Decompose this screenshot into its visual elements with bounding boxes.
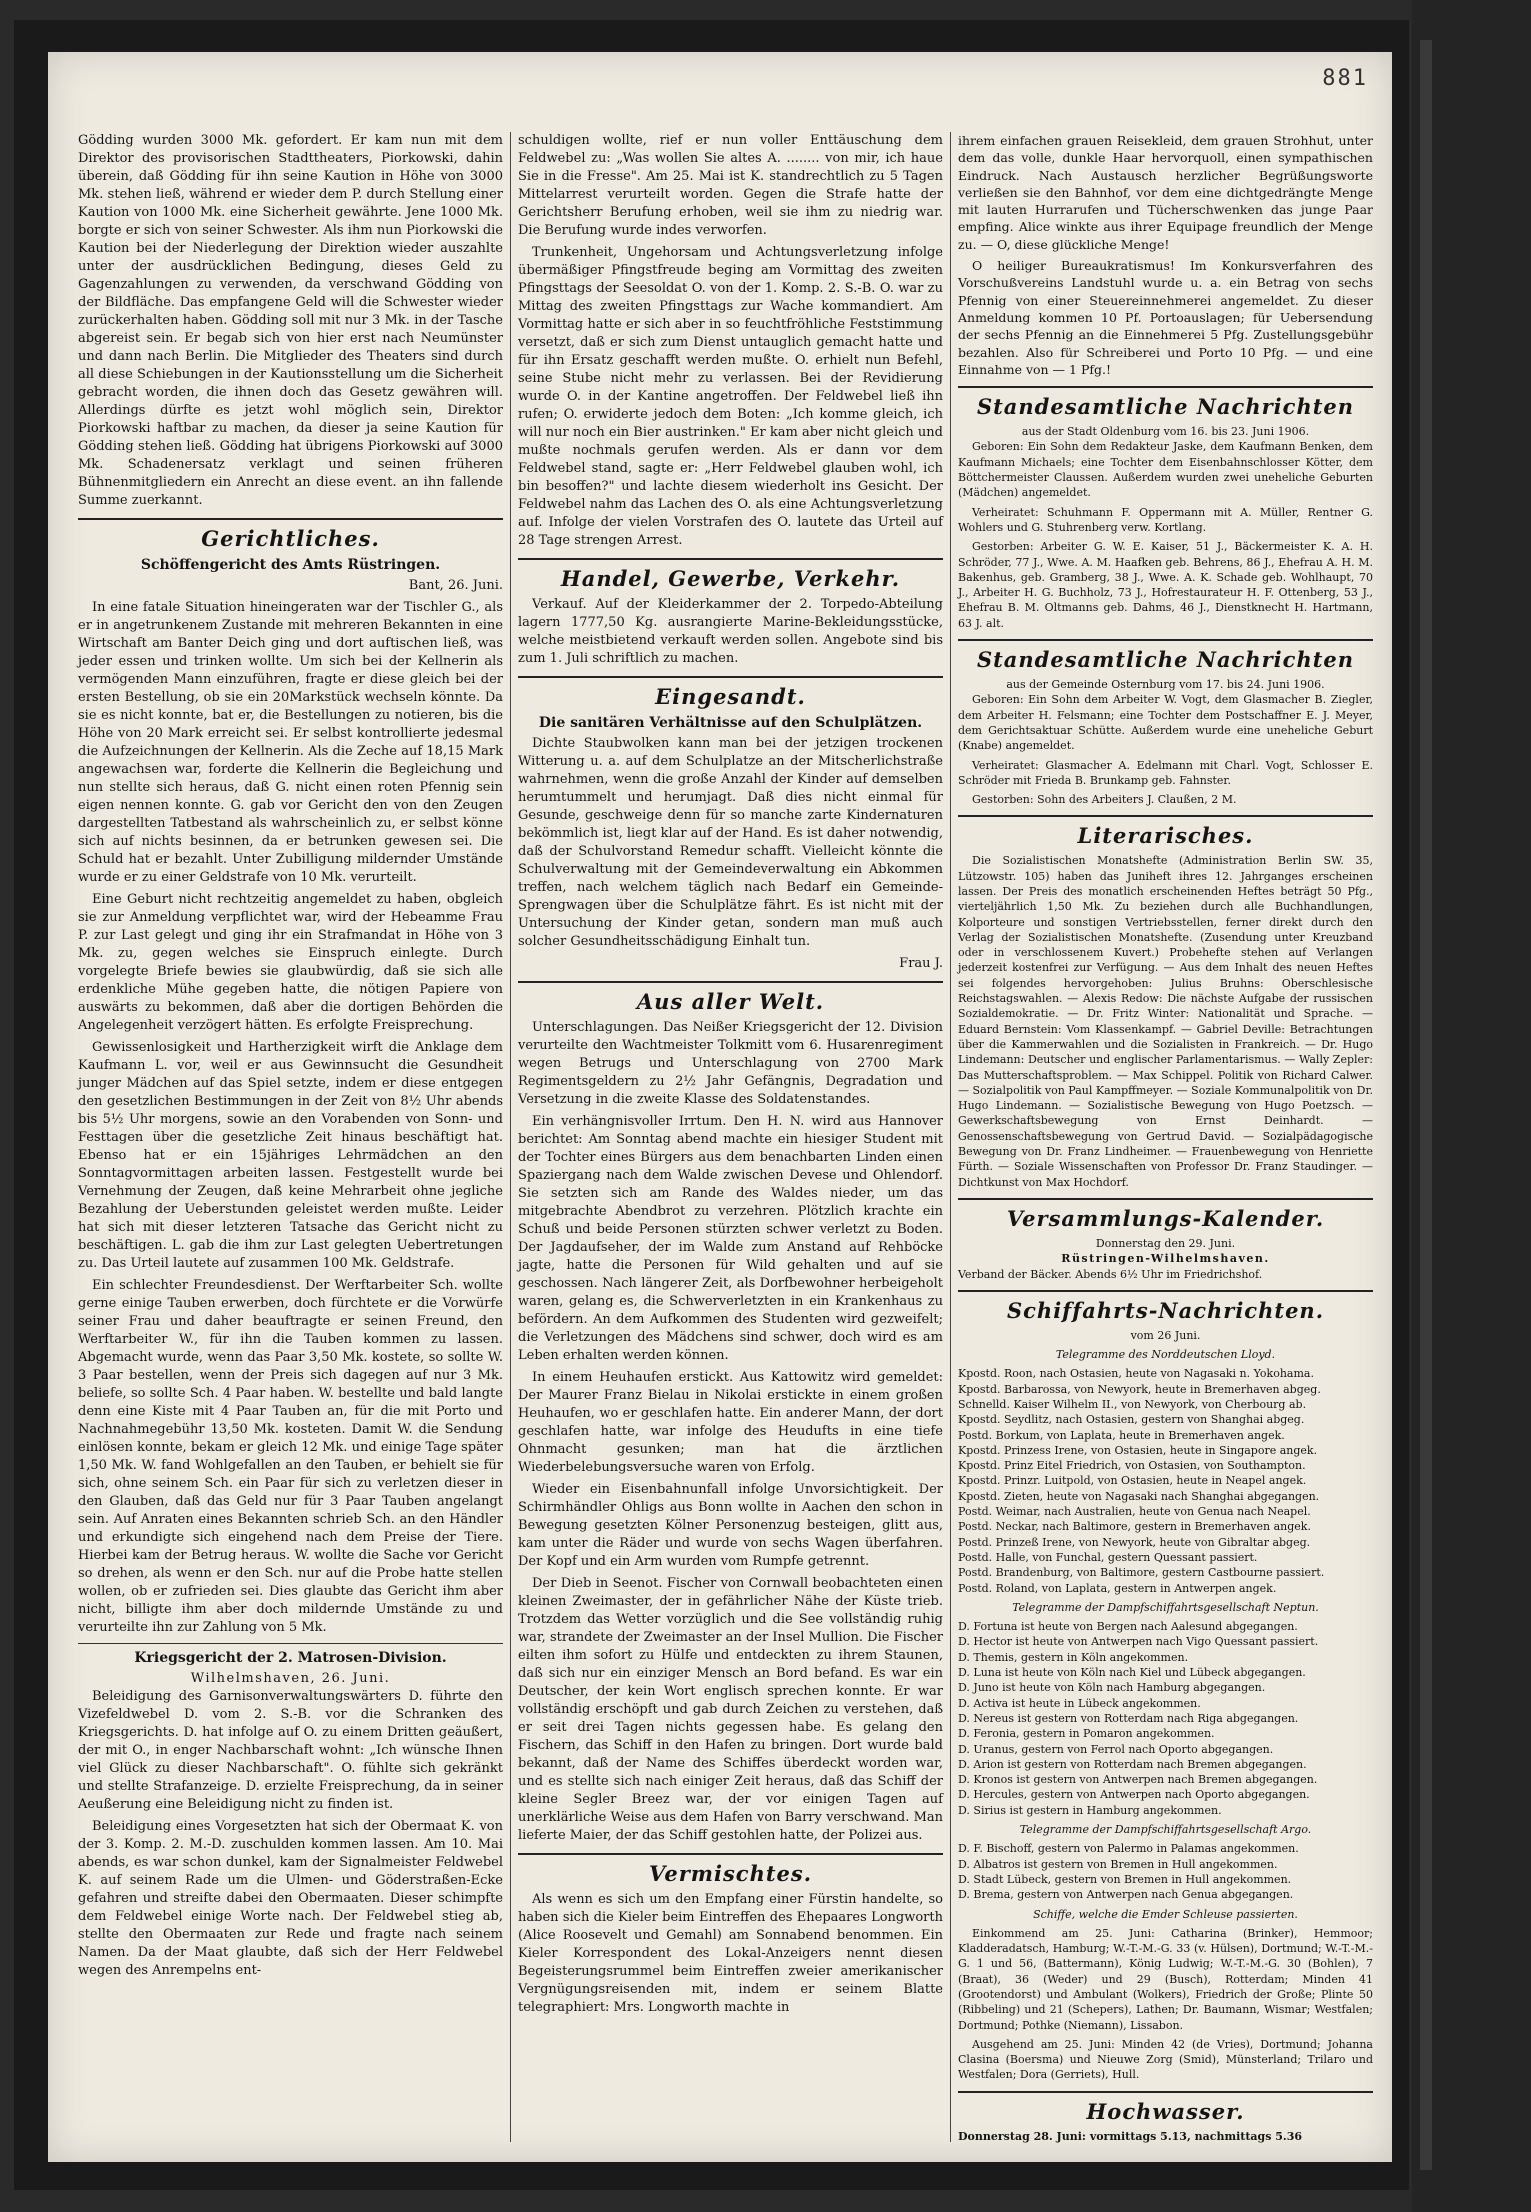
column-2 [518,132,943,2021]
ship-entry: D. Juno ist heute von Köln nach Hamburg abgegangen. [958,1681,1266,1695]
ship-entry: Postd. Weimar, nach Australien, heute von Genua nach Neapel. [958,1505,1311,1519]
ship-entry: Kpostd. Roon, nach Ostasien, heute von Nagasaki n. Yokohama. [958,1367,1314,1381]
ship-entry: D. Themis, gestern in Köln angekommen. [958,1650,1189,1664]
section-heading: Standesamtliche Nachrichten [976,647,1355,673]
ship-entry: Postd. Neckar, nach Baltimore, gestern in Bremerhaven angek. [958,1520,1311,1534]
section-divider [958,1198,1373,1200]
telegram-heading: Telegramme des Norddeutschen Lloyd. [1055,1348,1276,1362]
registry-entry: Gestorben: Sohn des Arbeiters J. Claußen, 2 M. [972,793,1237,807]
telegram-heading: Schiffe, welche die Emder Schleuse passierten. [1033,1907,1298,1921]
section-divider [958,1290,1373,1292]
ship-list [958,1619,1373,1818]
section-divider [518,1853,943,1855]
section-divider [518,676,943,678]
article-paragraph: In eine fatale Situation hineingeraten war der Tischler G., als er in angetrunkenem Zustande mit mehreren Bekannten in eine Wirtschaft am Banter Deich ging und dort auftischen ließ, was jeder essen und trinken wollte. Um sich bei der Kellnerin als vermögenden Mann einzuführen, fragte er diese gleich bei der ersten Bestellung, ob sie ein 20Markstück wechseln könnte. Da sie es nicht konnte, bat er, die Bestellungen zu notieren, bis die Höhe von 20 Mark erreicht sei. Er selbst kontrollierte jedesmal die Aufzeichnungen der Kellnerin. Als die Zeche auf 18,15 Mark angewachsen war, forderte die Kellnerin die Begleichung und nun stellte sich heraus, daß G. nicht einen roten Pfennig sein eigen nennen konnte. G. gab vor Gericht den von den Zeugen dargestellten Tatbestand als wahrscheinlich zu, er selbst könne sich auf nichts besinnen, da er betrunken gewesen sei. Die Schuld hat er bezahlt. Unter Zubilligung mildernder Umstände wurde er zu einer Geldstrafe von 10 Mk. verurteilt. [78,600,503,885]
ship-entry: D. Stadt Lübeck, gestern von Bremen in Hull angekommen. [958,1872,1292,1886]
registry-entry: Gestorben: Arbeiter G. W. E. Kaiser, 51 J., Bäckermeister K. A. H. Schröder, 77 J., Wwe. A. M. Haafken geb. Behrens, 86 J., Ehefrau A. H. M. Bakenhus, geb. Gramberg, 38 J., Wwe. A. K. Schade geb. Wohlhaupt, 70 J., Arbeiter H. G. Buchholz, 73 J., Hofrestaurateur H. F. Ottenberg, 53 J., Ehefrau B. M. Oltmanns geb. Dahms, 46 J., Dienstknecht H. Hartmann, 63 J. alt. [958,540,1373,630]
section-divider [958,2091,1373,2093]
telegram-heading: Telegramme der Dampfschiffahrtsgesellschaft Neptun. [1012,1600,1319,1614]
section-heading: Aus aller Welt. [636,989,825,1014]
subheading: Die sanitären Verhältnisse auf den Schulplätzen. [538,715,923,731]
ship-entry: D. Hercules, gestern von Antwerpen nach Oporto abgegangen. [958,1788,1310,1802]
article-paragraph: Unterschlagungen. Das Neißer Kriegsgericht der 12. Division verurteilte den Wachtmeister Tolkmitt vom 6. Husarenregiment wegen Betrugs und Unterschlagung von 2700 Mark Regimentsgeldern zu 2½ Jahr Gefängnis, Degradation und Versetzung in die zweite Klasse des Soldatenstandes. [518,1020,943,1107]
section-heading: Handel, Gewerbe, Verkehr. [560,566,901,591]
ship-entry: Kpostd. Prinzess Irene, von Ostasien, heute in Singapore angek. [958,1443,1318,1457]
dateline: Bant, 26. Juni. [408,578,503,593]
ship-entry: Postd. Borkum, von Laplata, heute in Bremerhaven angek. [958,1428,1285,1442]
section-heading: Standesamtliche Nachrichten [976,394,1355,420]
ship-entry: D. Kronos ist gestern von Antwerpen nach Bremen abgegangen. [958,1773,1318,1787]
ship-entry: D. Feronia, gestern in Pomaron angekommen. [958,1727,1215,1741]
registry-entry: Verheiratet: Glasmacher A. Edelmann mit Charl. Vogt, Schlosser E. Schröder mit Frieda B. Brunkamp geb. Fahnster. [958,758,1373,787]
ship-entry: D. Activa ist heute in Lübeck angekommen. [958,1696,1201,1710]
subheading: aus der Stadt Oldenburg vom 16. bis 23. Juni 1906. [1021,425,1310,439]
article-paragraph: Als wenn es sich um den Empfang einer Fürstin handelte, so haben sich die Kieler beim Eintreffen des Ehepaares Longworth (Alice Roosevelt und Gemahl) am Sonnabend benommen. Ein Kieler Korrespondent des Lokal-Anzeigers nennt diesen Begeisterungsrummel beim Eintreffen zweier amerikanischer Vergnügungsreisenden mit, indem er seinem Blatte telegraphiert: Mrs. Longworth machte in [518,1892,943,2015]
ship-entry: D. Luna ist heute von Köln nach Kiel und Lübeck abgegangen. [958,1666,1306,1680]
section-divider [958,386,1373,388]
ship-entry: D. Fortuna ist heute von Bergen nach Aalesund abgegangen. [958,1620,1298,1634]
article-paragraph: Trunkenheit, Ungehorsam und Achtungsverletzung infolge übermäßiger Pfingstfreude beging am Vormittag des zweiten Pfingsttags der Seesoldat O. von der 1. Komp. 2. S.-B. O. war zu Mittag des zweiten Pfingsttags zur Wache kommandiert. Am Vormittag hatte er sich aber in so feuchtfröhliche Feststimmung versetzt, daß er sich zum Dienst untauglich gemacht hatte und für ihn Ersatz geschafft werden mußte. O. erhielt nun Befehl, seine Stube nicht mehr zu verlassen. Bei der Revidierung wurde O. in der Kantine angetroffen. Der Feldwebel ließ ihn rufen; O. erwiderte jedoch dem Boten: „Ich komme gleich, ich will nur noch ein Bier austrinken." Er kam aber nicht gleich und mußte nochmals gerufen werden. Als er dann vor dem Feldwebel stand, sagte er: „Herr Feldwebel glauben wohl, ich bin besoffen?" und lachte diesem wiederholt ins Gesicht. Der Feldwebel nahm das Lachen des O. als eine Achtungsverletzung auf. Infolge der vielen Vorstrafen des O. lautete das Urteil auf 28 Tage strengen Arrest. [518,245,943,548]
signature: Frau J. [899,956,943,971]
page-number: 881 [1322,66,1368,91]
telegram-heading: Telegramme der Dampfschiffahrtsgesellschaft Argo. [1019,1823,1312,1837]
ship-entry: D. Brema, gestern von Antwerpen nach Genua abgegangen. [958,1888,1294,1902]
article-paragraph: Ein schlechter Freundesdienst. Der Werftarbeiter Sch. wollte gerne einige Tauben erwerben, doch fürchtete er die Vorwürfe seiner Frau und daher beauftragte er seinen Freund, den Werftarbeiter W., für ihn die Tauben kommen zu lassen. Abgemacht wurde, wenn das Paar 3,50 Mk. kostete, so sollte W. 3 Paar bestellen, wenn der Preis sich dagegen auf nur 3 Mk. beliefe, so sollte Sch. 4 Paar haben. W. bestellte und bald langte denn eine Kiste mit 4 Paar Tauben an, für die mit Porto und Nachnahmegebühr 13,50 Mk. kosteten. Damit W. die Sendung einlösen konnte, bekam er gleich 12 Mk. und einige Tage später 1,50 Mk. W. fand Wohlgefallen an den Tauben, er behielt sie für sich, ohne seinem Sch. ein Paar für sich zu verletzen dieser in den Glauben, daß das Geld nur für 3 Paar Tauben angelangt sein. Auf Anraten eines Bekannten schrieb Sch. an den Händler und erkundigte sich eingehend nach dem Preise der Tiere. Hierbei kam der Betrug heraus. W. wollte die Sache vor Gericht so drehen, als wenn er den Sch. nur auf die Probe hatte stellen wollen, ob er zufrieden sei. Dies glaubte das Gericht ihm aber nicht, billigte ihm aber doch mildernde Umstände zu und verurteilte ihn zur Zahlung von 5 Mk. [78,1278,503,1635]
ship-entry: D. Arion ist gestern von Rotterdam nach Bremen abgegangen. [958,1757,1307,1771]
article-paragraph: In einem Heuhaufen erstickt. Aus Kattowitz wird gemeldet: Der Maurer Franz Bielau in Nikolai erstickte in einem großen Heuhaufen, wo er geschlafen hatte. Ein anderer Mann, der dort geschlafen hatte, war infolge des Heudufts in eine tiefe Ohnmacht gesunken; man hat die ärztlichen Wiederbelebungsversuche waren von Erfolg. [518,1370,943,1475]
ship-entry: Kpostd. Zieten, heute von Nagasaki nach Shanghai abgegangen. [958,1489,1320,1503]
ship-entry: Kpostd. Barbarossa, von Newyork, heute in Bremerhaven abgeg. [958,1382,1321,1396]
subheading: Rüstringen-Wilhelmshaven. [1061,1252,1270,1266]
ship-list [958,1366,1373,1595]
section-heading: Gerichtliches. [201,526,380,551]
article-paragraph: Ein verhängnisvoller Irrtum. Den H. N. wird aus Hannover berichtet: Am Sonntag abend machte ein hiesiger Student mit der Tochter eines Bürgers aus dem benachbarten Linden einen Spaziergang nach dem Walde zwischen Devese und Ohlendorf. Sie setzten sich am Rande des Waldes nieder, um das mitgebrachte Abendbrot zu verzehren. Plötzlich krachte ein Schuß und beide Personen stürzten schwer verletzt zu Boden. Der Jagdaufseher, der im Walde zum Anstand auf Rehböcke jagte, hatte die Personen für Wild gehalten und auf sie geschossen. Nach längerer Zeit, als Dorfbewohner herbeigeholt waren, gelang es, die Schwerverletzten in ein Krankenhaus zu befördern. An dem Aufkommen des Studenten wird gezweifelt; die Verletzungen des Mädchens sind schwer, doch wird es am Leben erhalten werden können. [518,1114,943,1363]
registry-entry: Verheiratet: Schuhmann F. Oppermann mit A. Müller, Rentner G. Wohlers und G. Stuhrenberg verw. Kortlang. [958,505,1373,534]
article-paragraph: Eine Geburt nicht rechtzeitig angemeldet zu haben, obgleich sie zur Anmeldung verpflichtet war, wird der Hebeamme Frau P. zur Last gelegt und ging ihr ein Strafmandat in Höhe von 3 Mk. zu, gegen welches sie Einspruch einlegte. Durch vorgelegte Briefe bewies sie glaubwürdig, daß sie sich alle erdenkliche Mühe gegeben hatte, die nötigen Papiere von auswärts zu bekommen, daß aber die dortigen Behörden die Angelegenheit verzögert hätten. Es erfolgte Freisprechung. [78,892,503,1033]
ship-passage-entry: Ausgehend am 25. Juni: Minden 42 (de Vries), Dortmund; Johanna Clasina (Boersma) und Nieuwe Zorg (Smid), Münsterland; Trilaro und Westfalen; Dora (Gerriets), Hull. [958,2037,1373,2082]
ship-entry: Postd. Prinzeß Irene, von Newyork, heute von Gibraltar abgeg. [958,1535,1311,1549]
meeting-entry: Verband der Bäcker. Abends 6½ Uhr im Friedrichshof. [958,1267,1263,1281]
column-3 [958,132,1373,2148]
subheading: Donnerstag den 29. Juni. [1095,1236,1236,1250]
ship-entry: D. Albatros ist gestern von Bremen in Hull angekommen. [958,1857,1278,1871]
section-heading: Vermischtes. [648,1861,813,1886]
section-divider [958,815,1373,817]
ship-entry: Postd. Roland, von Laplata, gestern in Antwerpen angek. [958,1581,1277,1595]
article-paragraph: Beleidigung eines Vorgesetzten hat sich der Obermaat K. von der 3. Komp. 2. M.-D. zuschulden kommen lassen. Am 10. Mai abends, es war schon dunkel, kam der Signalmeister Feldwebel K. auf seinem Rade um die Ulmen- und Göderstraßen-Ecke gefahren und streifte dabei den Obermaaten. Dieser schimpfte dem Feldwebel einige Worte nach. Der Feldwebel stieg ab, stellte den Obermaaten zur Rede und fragte nach seinem Namen. Da der Maat glaubte, daß sich der Herr Feldwebel wegen des Anrempelns ent- [78,1819,503,1978]
section-heading: Versammlungs-Kalender. [1006,1205,1325,1231]
article-paragraph: Beleidigung des Garnisonverwaltungswärters D. führte den Vizefeldwebel D. vom 2. S.-B. vor die Schranken des Kriegsgerichts. D. hat infolge auf O. zu einem Dritten geäußert, der mit O., in enger Nachbarschaft wohnt: „Ich wünsche Ihnen viel Glück zu dieser Nachbarschaft". O. fühlte sich gekränkt und stellte Strafanzeige. D. erzielte Freisprechung, da in seiner Aeußerung eine Beleidigung nicht zu finden ist. [78,1689,503,1812]
ship-passage-entry: Einkommend am 25. Juni: Catharina (Brinker), Hemmoor; Kladderadatsch, Hamburg; W.-T.-M.-G. 33 (v. Hülsen), Dortmund; W.-T.-M.-G. 1 und 56, (Battermann), König Ludwig; W.-T.-M.-G. 30 (Bohlen), 7 (Braat), 36 (Weder) und 29 (Busch), Rotterdam; Minden 41 (Grootendorst) und Ambulant (Wolkers), Friedrich der Große; Plinte 50 (Ribbeling) und 21 (Schepers), Lathen; Dr. Baumann, Wismar; Westfalen; Dortmund; Pothke (Niemann), Lissabon. [958,1926,1373,2032]
ship-entry: D. Sirius ist gestern in Hamburg angekommen. [958,1803,1222,1817]
column-1 [78,132,503,1984]
ship-entry: D. Hector ist heute von Antwerpen nach Vigo Quessant passiert. [958,1635,1319,1649]
ship-entry: Schnelld. Kaiser Wilhelm II., von Newyork, von Cherbourg ab. [958,1398,1307,1411]
ship-entry: D. F. Bischoff, gestern von Palermo in Palamas angekommen. [958,1842,1299,1856]
section-divider [958,639,1373,641]
section-heading: Schiffahrts-Nachrichten. [1006,1297,1325,1323]
newspaper-page [48,52,1392,2162]
ship-entry: Kpostd. Prinzr. Luitpold, von Ostasien, heute in Neapel angek. [958,1474,1307,1488]
column-rule [510,132,511,2142]
article-paragraph: Verkauf. Auf der Kleiderkammer der 2. Torpedo-Abteilung lagern 1777,50 Kg. ausrangierte Marine-Bekleidungsstücke, welche meistbietend verkauft werden sollen. Angebote sind bis zum 1. Juli schriftlich zu machen. [518,597,943,666]
article-paragraph: O heiliger Bureaukratismus! Im Konkursverfahren des Vorschußvereins Landstuhl wurde u. a. ein Betrag von sechs Pfennig von einer Steuereinnehmerei angemeldet. Zu dieser Anmeldung kommen 10 Pf. Portoauslagen; für Uebersendung der sechs Pfennig an die Einnehmerei 5 Pfg. Zustellungsgebühr bezahlen. Also für Schreiberei und Porto 10 Pfg. — und eine Einnahme von — 1 Pfg.! [958,258,1373,377]
ship-entry: Postd. Halle, von Funchal, gestern Quessant passiert. [958,1550,1258,1564]
article-paragraph: Dichte Staubwolken kann man bei der jetzigen trockenen Witterung u. a. auf dem Schulplatze an der Mitscherlichstraße wahrnehmen, wenn die große Anzahl der Kinder auf demselben herumtummelt und herumjagt. Daß dies nicht einmal für Gesunde, geschweige denn für so manche zarte Kindernaturen bekömmlich ist, liegt klar auf der Hand. Es ist daher notwendig, daß der Schulvorstand Remedur schafft. Vielleicht könnte die Schulverwaltung mit der Gemeindeverwaltung ein Abkommen treffen, nach welchem täglich nach Bedarf ein Gemeinde-Sprengwagen über die Schulplätze fährt. Es ist nicht mit der Untersuchung der Kinder getan, sondern man muß auch solcher Gesundheitsschädigung Einhalt tun. [518,736,943,949]
subheading: Kriegsgericht der 2. Matrosen-Division. [134,1650,447,1666]
column-rule [950,132,951,2142]
section-divider [78,518,503,520]
article-paragraph: Wieder ein Eisenbahnunfall infolge Unvorsichtigkeit. Der Schirmhändler Ohligs aus Bonn wollte in Aachen den schon in Bewegung gesetzten Kölner Personenzug besteigen, glitt aus, kam unter die Räder und wurde von sechs Wagen überfahren. Der Kopf und ein Arm wurden vom Rumpfe getrennt. [518,1482,943,1569]
article-continuation: schuldigen wollte, rief er nun voller Enttäuschung dem Feldwebel zu: „Was wollen Sie altes A. ........ von mir, ich haue Sie in die Fresse". Am 25. Mai ist K. standrechtlich zu 5 Tagen Mittelarrest verurteilt worden. Gegen die Strafe hatte der Gerichtsherr Berufung erhoben, weil sie ihm zu niedrig war. Die Berufung wurde indes verworfen. [518,133,943,238]
subheading: aus der Gemeinde Osternburg vom 17. bis 24. Juni 1906. [1006,678,1325,692]
article-continuation: ihrem einfachen grauen Reisekleid, dem grauen Strohhut, unter dem das volle, dunkle Haar hervorquoll, einen sympathischen Eindruck. Nach Austausch herzlicher Begrüßungsworte verließen sie den Bahnhof, vor dem eine dichtgedrängte Menge mit lauten Hurrarufen und Tücherschwenken das junge Paar empfing. Alice winkte aus ihrer Equipage freundlich der Menge zu. — O, diese glückliche Menge! [958,133,1373,252]
article-paragraph: Gewissenlosigkeit und Hartherzigkeit wirft die Anklage dem Kaufmann L. vor, weil er aus Gewinnsucht die Gesundheit junger Mädchen auf das Spiel setzte, indem er diese entgegen den gesetzlichen Bestimmungen in der Zeit von 8½ Uhr abends bis 5½ Uhr morgens, sowie an den Vorabenden von Sonn- und Festtagen über die gesetzliche Zeit hinaus beschäftigt hat. Ebenso hat er ein 15jähriges Lehrmädchen an den Sonntagvormittagen arbeiten lassen. Festgestellt wurde bei Vernehmung der Zeugen, daß keine Mehrarbeit ohne jegliche Bezahlung der Ueberstunden geleistet werden mußte. Leider hat sich mit dieser letzteren Tatsache das Gericht nicht zu beschäftigen. L. gab die ihm zur Last gelegten Uebertretungen zu. Das Urteil lautete auf zusammen 100 Mk. Geldstrafe. [78,1040,503,1271]
dateline: Wilhelmshaven, 26. Juni. [190,1671,391,1686]
section-heading: Literarisches. [1077,823,1254,849]
subheading: Schöffengericht des Amts Rüstringen. [140,557,441,573]
tide-entry: Donnerstag 28. Juni: vormittags 5.13, nachmittags 5.36 [958,2129,1303,2143]
ship-entry: Postd. Brandenburg, von Baltimore, gestern Castbourne passiert. [958,1566,1325,1580]
ship-entry: D. Nereus ist gestern von Rotterdam nach Riga abgegangen. [958,1711,1299,1725]
registry-entry: Geboren: Ein Sohn dem Arbeiter W. Vogt, dem Glasmacher B. Ziegler, dem Arbeiter H. Felsmann; eine Tochter dem Postschaffner E. J. Meyer, dem Gerichtsaktuar Schütte. Außerdem wurde eine uneheliche Geburt (Knabe) angemeldet. [958,693,1373,753]
subheading: vom 26 Juni. [1130,1328,1201,1342]
section-divider [518,558,943,560]
ship-entry: Kpostd. Prinz Eitel Friedrich, von Ostasien, von Southampton. [958,1459,1306,1473]
ship-entry: D. Uranus, gestern von Ferrol nach Oporto abgegangen. [958,1742,1274,1756]
section-heading: Eingesandt. [655,684,806,709]
section-heading: Hochwasser. [1086,2098,1245,2124]
registry-entry: Geboren: Ein Sohn dem Redakteur Jaske, dem Kaufmann Benken, dem Kaufmann Michaels; eine Tochter dem Eisenbahnschlosser Kötter, dem Böttchermeister Claussen. Außerdem wurden zwei uneheliche Geburten (Mädchen) angemeldet. [958,440,1373,500]
ship-list [958,1841,1373,1902]
spine-edge [1420,40,1432,2170]
article-paragraph: Die Sozialistischen Monatshefte (Administration Berlin SW. 35, Lützowstr. 105) haben das Juniheft ihres 12. Jahrganges erscheinen lassen. Der Preis des monatlich erscheinenden Heftes beträgt 50 Pfg., vierteljährlich 1,50 Mk. Zu beziehen durch alle Buchhandlungen, Kolporteure und sonstigen Vertriebsstellen, ferner direkt durch den Verlag der Sozialistischen Monatshefte. (Zusendung unter Kreuzband oder in verschlossenem Kuvert.) Probehefte stehen auf Verlangen jederzeit kostenfrei zur Verfügung. — Aus dem Inhalt des neuen Heftes sei folgendes hervorgehoben: Julius Bruhns: Oberschlesische Reichstagswahlen. — Alexis Redow: Die nächste Aufgabe der russischen Sozialdemokratie. — Dr. Fritz Winter: Nationalität und Sprache. — Eduard Bernstein: Vom Klassenkampf. — Gabriel Deville: Betrachtungen über die Kammerwahlen und die Sozialisten in Frankreich. — Dr. Hugo Lindemann: Deutscher und englischer Parlamentarismus. — Wally Zepler: Das Mutterschaftsproblem. — Max Schippel. Politik von Richard Calwer. — Sozialpolitik von Paul Kampffmeyer. — Soziale Kommunalpolitik von Dr. Hugo Lindemann. — Sozialistische Bewegung von Hugo Poetzsch. — Gewerkschaftsbewegung von Ernst Deinhardt. — Genossenschaftsbewegung von Gertrud David. — Sozialpädagogische Bewegung von Dr. Franz Lindheimer. — Frauenbewegung von Henriette Fürth. — Soziale Wissenschaften von Professor Dr. Franz Staudinger. — Dichtkunst von Max Hochdorf. [958,854,1373,1189]
divider [78,1643,503,1644]
ship-entry: Kpostd. Seydlitz, nach Ostasien, gestern von Shanghai abgeg. [958,1413,1305,1427]
section-divider [518,981,943,983]
article-continuation: Gödding wurden 3000 Mk. gefordert. Er kam nun mit dem Direktor des provisorischen Stadttheaters, Piorkowski, dahin überein, daß Gödding für ihn seine Kaution in Höhe von 3000 Mk. stehen ließ, während er wieder dem P. durch Stellung einer Kaution von 1000 Mk. eine Sicherheit gewährte. Jene 1000 Mk. borgte er sich von seiner Schwester. Als ihm nun Piorkowski die Kaution bei der Niederlegung der Direktion wieder auszahlte unter der ausdrücklichen Bedingung, dieses Geld zu Gagenzahlungen zu verwenden, da verschwand Gödding von der Bildfläche. Das empfangene Geld will die Schwester wieder zurückerhalten haben. Gödding soll mit nur 3 Mk. in der Tasche abgereist sein. Er begab sich von hier erst nach Neumünster und dann nach Berlin. Die Mitglieder des Theaters sind durch all diese Schiebungen in der Kautionsstellung um die Sicherheit gebracht worden, die ihnen doch das Gesetz gewähren will. Allerdings dürfte es jetzt wohl möglich sein, Direktor Piorkowski haftbar zu machen, da dieser ja seine Kaution für Gödding stehen ließ. Gödding hat übrigens Piorkowski auf 3000 Mk. Schadenersatz verklagt und seinen früheren Bühnenmitgliedern ein Anrecht an diese event. an ihn fallende Summe zuerkannt. [78,133,503,508]
article-paragraph: Der Dieb in Seenot. Fischer von Cornwall beobachteten einen kleinen Zweimaster, der in gefährlicher Nähe der Küste trieb. Trotzdem das Wetter vorzüglich und die See vollständig ruhig war, strandete der Zweimaster an der Insel Mullion. Die Fischer eilten ihm sofort zu Hülfe und entdeckten zu ihrem Staunen, daß sich nur ein einziger Mensch an Bord befand. Es war ein Deutscher, der kein Wort englisch sprechen konnte. Er war vollständig erschöpft und gab durch Zeichen zu verstehen, daß er seit drei Tagen nichts gegessen habe. Es gelang den Fischern, das Schiff in den Hafen zu bringen. Dort wurde bald bekannt, daß der Name des Schiffes überdeckt worden war, und es stellte sich nach einiger Zeit heraus, daß das Schiff der kleine Segler Breez war, der vor einigen Tagen auf unerklärliche Weise aus dem Hafen von Barry verschwand. Man lieferte Maier, der das Schiff gestohlen hatte, der Polizei aus. [518,1576,943,1843]
